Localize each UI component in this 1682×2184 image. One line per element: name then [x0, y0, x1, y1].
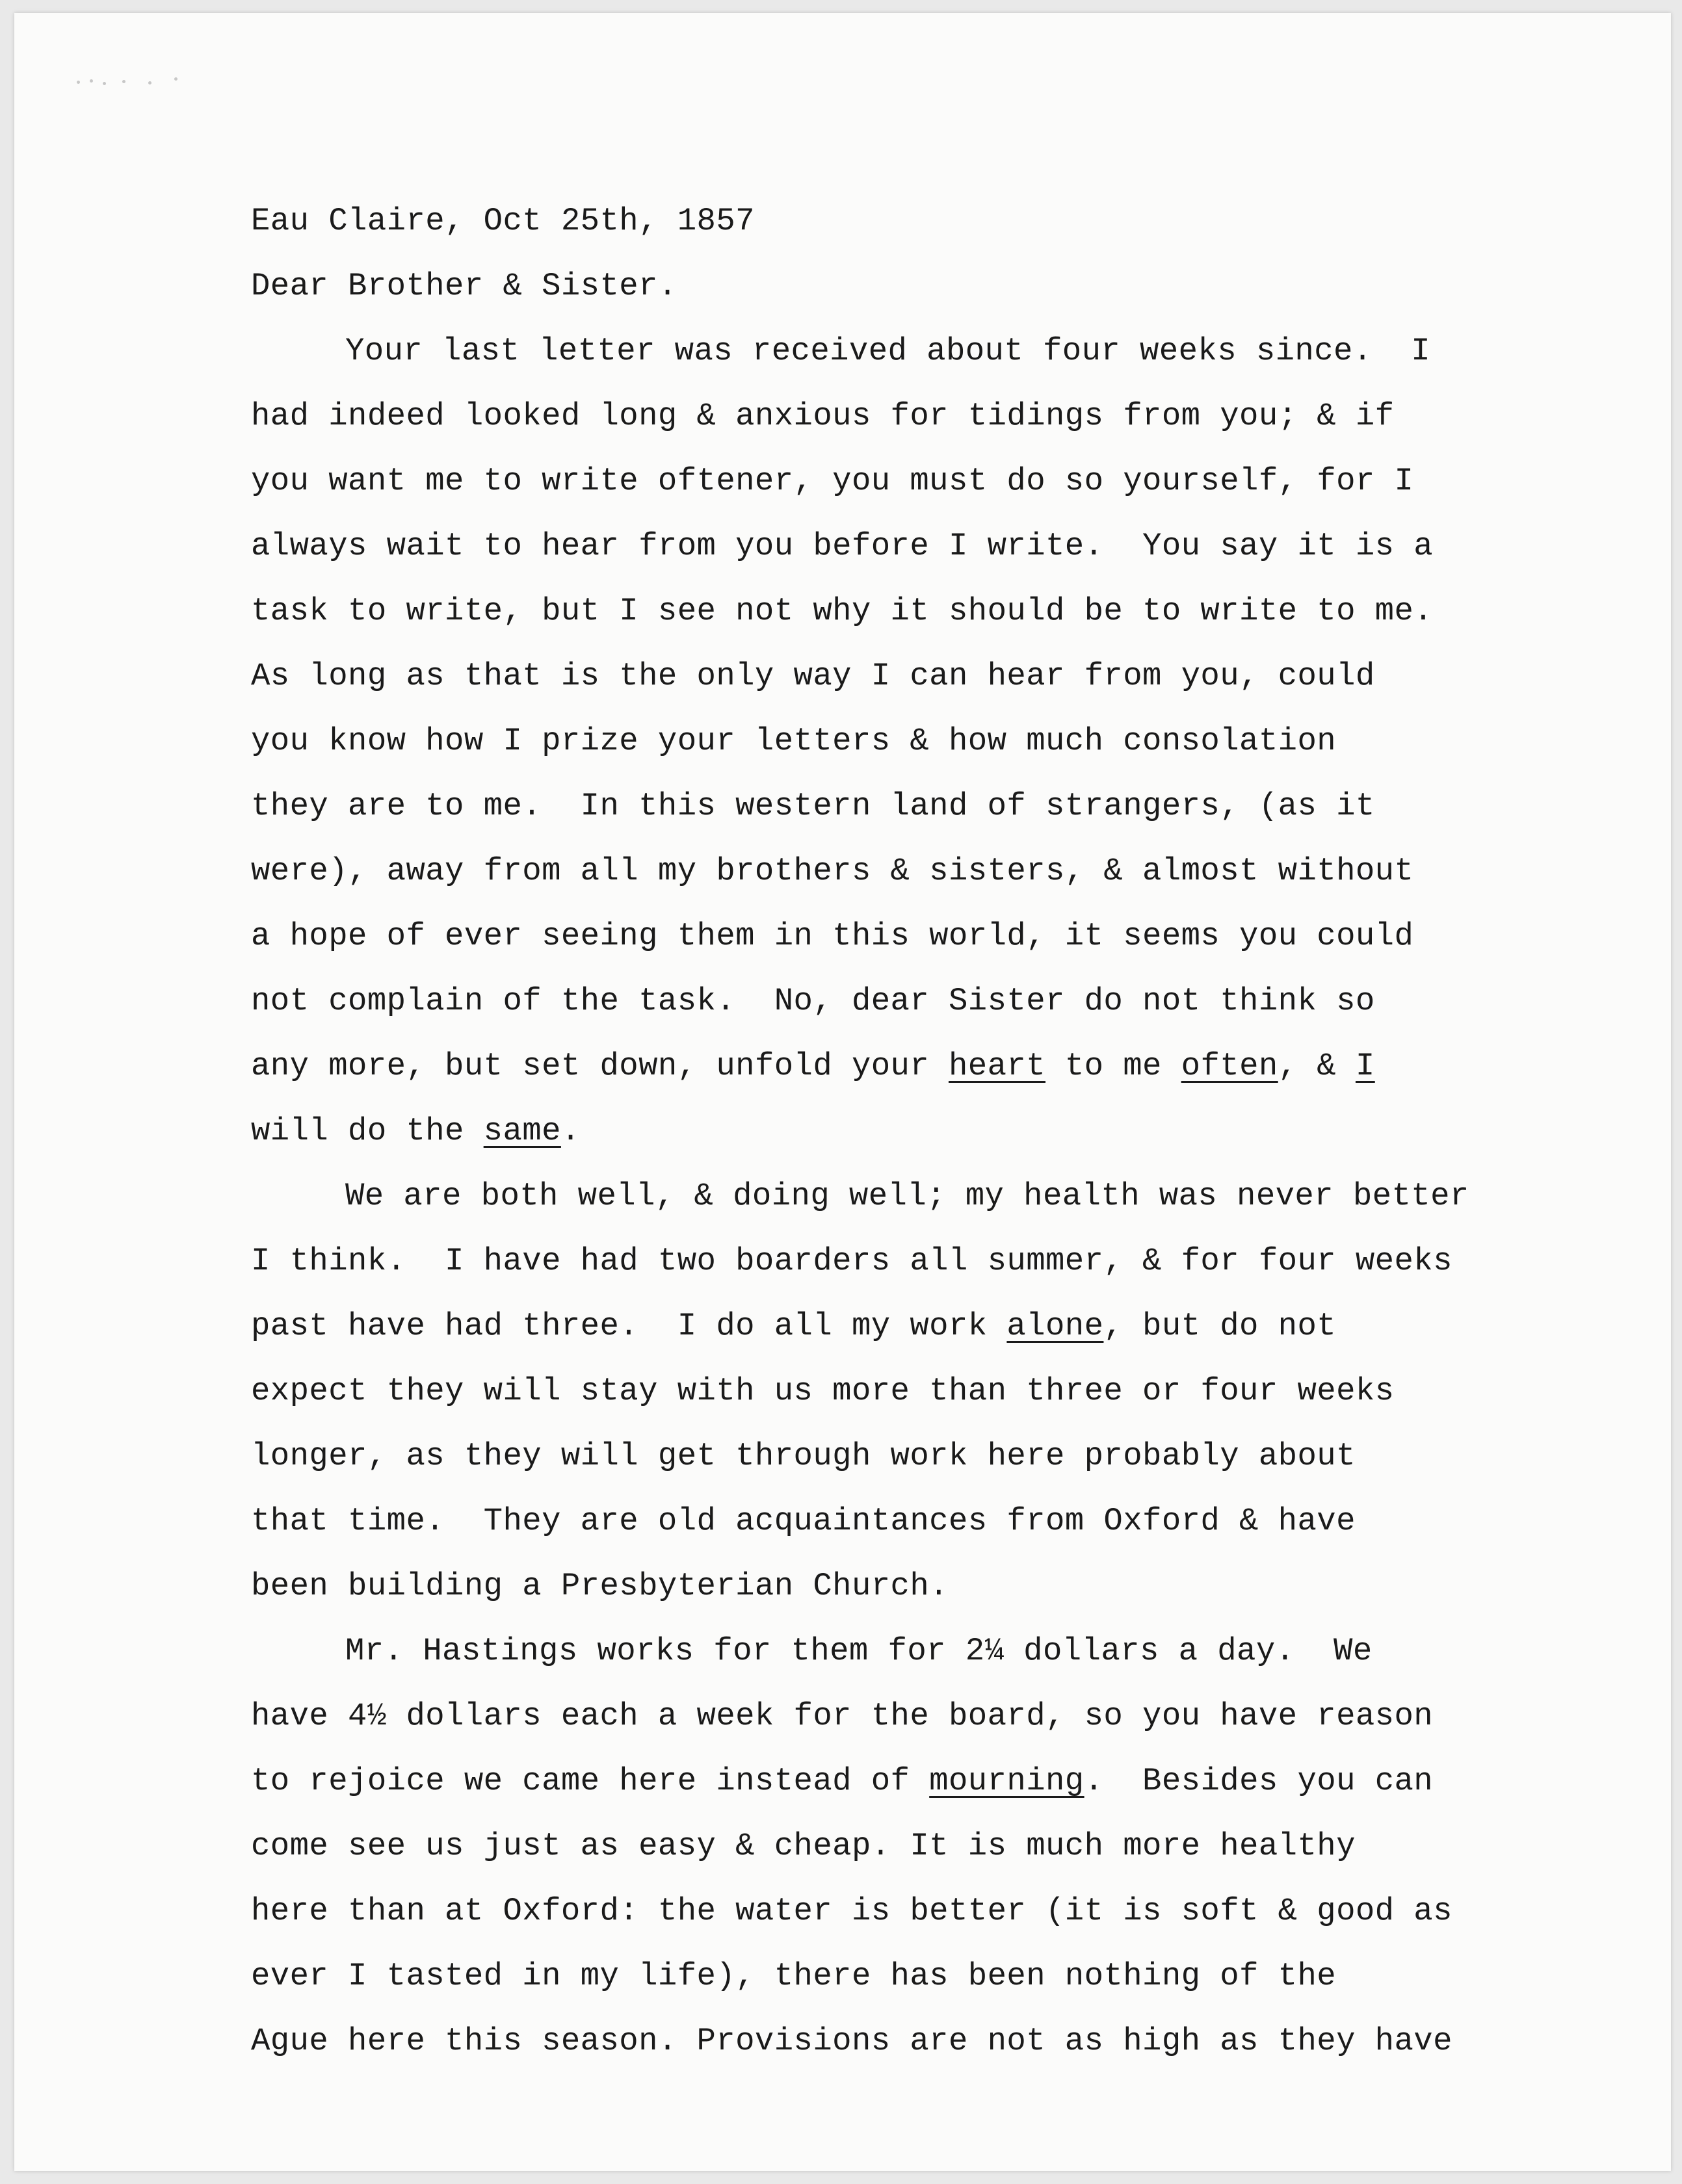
dateline: Eau Claire, Oct 25th, 1857 [251, 203, 755, 239]
underlined-word: I [1355, 1048, 1375, 1084]
text-run: to me [1045, 1048, 1181, 1084]
text-line [251, 1098, 1551, 1164]
text-line: that time. They are old acquaintances from Oxford & have [251, 1503, 1356, 1539]
text-line: a hope of ever seeing them in this world, it seems you could [251, 918, 1414, 954]
text-line: always wait to hear from you before I write. You say it is a [251, 528, 1434, 564]
text-line: Ague here this season. Provisions are not as high as they have [251, 2023, 1452, 2059]
text-line: We are both well, & doing well; my health was never better [345, 1178, 1469, 1214]
text-run: . Besides you can [1084, 1763, 1434, 1799]
text-run: , but do not [1103, 1308, 1337, 1344]
text-line: task to write, but I see not why it should be to write to me. [251, 593, 1434, 629]
letter-body [251, 188, 1551, 2074]
underlined-word: alone [1006, 1308, 1104, 1344]
text-line [251, 1294, 1551, 1358]
text-run: . [560, 1113, 581, 1149]
text-line: you want me to write oftener, you must do so yourself, for I [251, 463, 1414, 499]
text-line: were), away from all my brothers & sisters, & almost without [251, 853, 1414, 889]
text-run: any more, but set down, unfold your [251, 1048, 949, 1084]
underlined-word: often [1181, 1048, 1278, 1084]
text-line: had indeed looked long & anxious for tidings from you; & if [251, 398, 1395, 434]
text-line: As long as that is the only way I can hear from you, could [251, 658, 1375, 694]
text-line: expect they will stay with us more than three or four weeks [251, 1373, 1395, 1409]
text-line: not complain of the task. No, dear Sister do not think so [251, 983, 1375, 1019]
text-line: longer, as they will get through work here probably about [251, 1438, 1356, 1474]
underlined-word: mourning [929, 1763, 1084, 1799]
text-line: come see us just as easy & cheap. It is much more healthy [251, 1828, 1356, 1864]
document-page [14, 13, 1671, 2171]
text-line [251, 1034, 1551, 1098]
text-line: Your last letter was received about four weeks since. I [345, 333, 1431, 369]
text-line: here than at Oxford: the water is better (it is soft & good as [251, 1893, 1452, 1929]
text-line: you know how I prize your letters & how much consolation [251, 723, 1337, 759]
text-line [251, 1748, 1551, 1814]
text-run: to rejoice we came here instead of [251, 1763, 930, 1799]
underlined-word: heart [948, 1048, 1046, 1084]
text-line: have 4½ dollars each a week for the board, so you have reason [251, 1698, 1434, 1734]
text-line: been building a Presbyterian Church. [251, 1568, 949, 1604]
text-run: , & [1278, 1048, 1356, 1084]
text-line: they are to me. In this western land of strangers, (as it [251, 788, 1375, 824]
text-line: I think. I have had two boarders all summer, & for four weeks [251, 1243, 1452, 1279]
text-run: will do the [251, 1113, 484, 1149]
text-line: ever I tasted in my life), there has been nothing of the [251, 1958, 1337, 1994]
text-run: past have had three. I do all my work [251, 1308, 1007, 1344]
text-line: Mr. Hastings works for them for 2¼ dollars a day. We [345, 1633, 1373, 1669]
salutation: Dear Brother & Sister. [251, 268, 677, 304]
pencil-marks [77, 75, 181, 88]
underlined-word: same [483, 1113, 561, 1149]
